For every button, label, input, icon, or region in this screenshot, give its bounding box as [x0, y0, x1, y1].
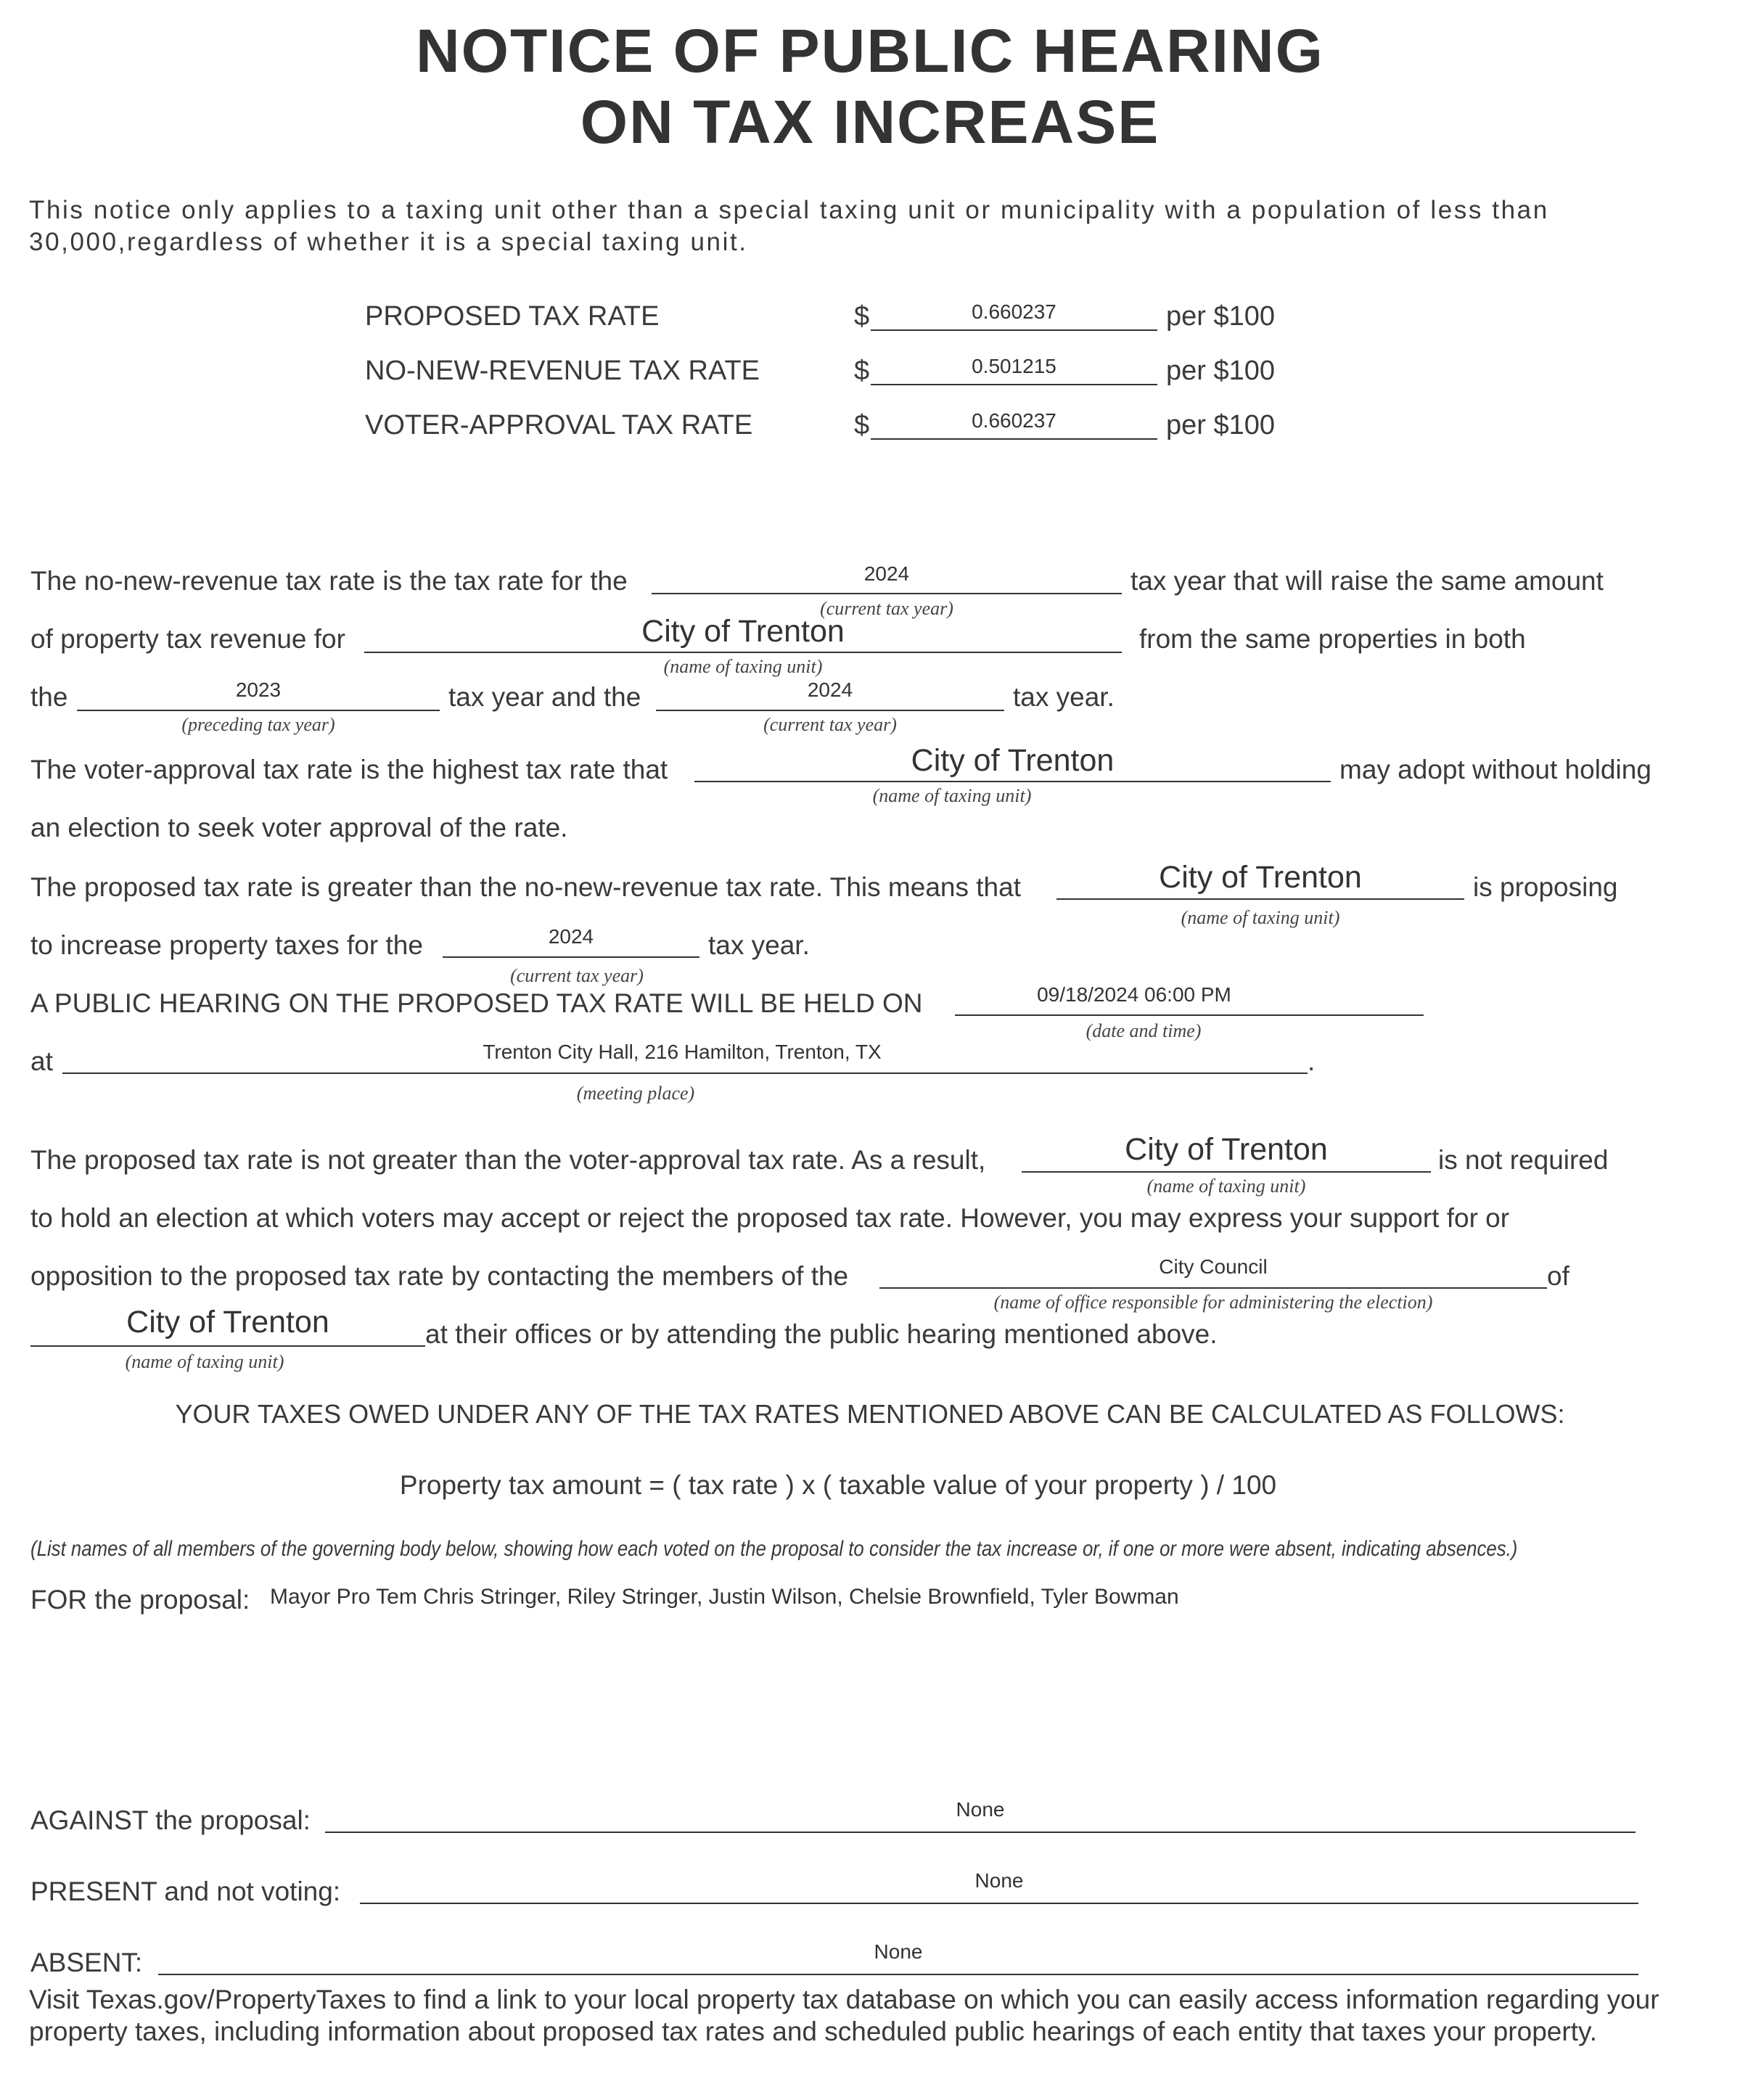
- taxing-unit-caption: (name of taxing unit): [125, 1351, 284, 1372]
- currency-symbol: $: [854, 356, 870, 386]
- present-value: None: [974, 1869, 1024, 1892]
- notgr-text-5: of: [1547, 1261, 1569, 1291]
- title-line-1: NOTICE OF PUBLIC HEARING: [415, 17, 1324, 85]
- prop-text-4: tax year.: [708, 930, 810, 960]
- va-rate-value: 0.660237: [972, 409, 1056, 432]
- against-label: AGAINST the proposal:: [30, 1805, 311, 1835]
- taxing-unit-field: City of Trenton: [1125, 1132, 1328, 1167]
- taxing-unit-field: City of Trenton: [641, 614, 845, 649]
- prop-text-2: is proposing: [1473, 872, 1618, 902]
- notgr-text-4: opposition to the proposed tax rate by contacting the members of the: [30, 1261, 849, 1291]
- meeting-place-field: Trenton City Hall, 216 Hamilton, Trenton, TX: [483, 1041, 882, 1063]
- nnr-rate-value: 0.501215: [972, 355, 1056, 377]
- current-tax-year-field: 2024: [807, 678, 853, 701]
- notgr-text-6: at their offices or by attending the public hearing mentioned above.: [425, 1319, 1218, 1349]
- for-value: Mayor Pro Tem Chris Stringer, Riley Stringer, Justin Wilson, Chelsie Brownfield, Tyler Bowman: [270, 1585, 1179, 1609]
- against-value: None: [956, 1798, 1005, 1821]
- rate-label: NO-NEW-REVENUE TAX RATE: [365, 356, 760, 386]
- taxing-unit-caption: (name of taxing unit): [663, 656, 823, 677]
- preceding-tax-year-caption: (preceding tax year): [181, 714, 335, 735]
- title-line-2: ON TAX INCREASE: [580, 88, 1160, 156]
- footer-text: Visit Texas.gov/PropertyTaxes to find a link to your local property tax database on which you can easily access information regarding your property taxes, including information about proposed tax rates and scheduled public hearings of each entity that taxes your property.: [29, 1985, 1659, 2046]
- hearing-at-label: at: [30, 1046, 53, 1076]
- va-text-3: an election to seek voter approval of the rate.: [30, 813, 568, 842]
- taxing-unit-caption: (name of taxing unit): [1146, 1176, 1306, 1197]
- formula: Property tax amount = ( tax rate ) x ( taxable value of your property ) / 100: [399, 1470, 1277, 1500]
- nnr-text-7: tax year.: [1013, 682, 1115, 712]
- current-tax-year-caption: (current tax year): [763, 714, 897, 735]
- office-caption: (name of office responsible for administering the election): [993, 1292, 1433, 1313]
- prop-text-3: to increase property taxes for the: [30, 930, 423, 960]
- va-text-2: may adopt without holding: [1339, 755, 1651, 784]
- for-label: FOR the proposal:: [30, 1585, 250, 1615]
- present-label: PRESENT and not voting:: [30, 1877, 341, 1906]
- hearing-period: .: [1308, 1046, 1316, 1076]
- prop-text-1: The proposed tax rate is greater than the no-new-revenue tax rate. This means that: [30, 872, 1021, 902]
- preceding-tax-year-field: 2023: [235, 678, 282, 701]
- notgr-text-3: to hold an election at which voters may accept or reject the proposed tax rate. However, you may express your support for or: [30, 1203, 1510, 1233]
- per-100-label: per $100: [1166, 301, 1276, 332]
- proposed-rate-value: 0.660237: [972, 300, 1056, 323]
- currency-symbol: $: [854, 301, 870, 332]
- current-tax-year-field: 2024: [863, 562, 910, 585]
- hearing-text: A PUBLIC HEARING ON THE PROPOSED TAX RATE WILL BE HELD ON: [30, 988, 923, 1018]
- office-field: City Council: [1159, 1255, 1268, 1278]
- taxing-unit-field: City of Trenton: [1159, 860, 1362, 895]
- rate-label: PROPOSED TAX RATE: [365, 301, 660, 332]
- taxing-unit-field: City of Trenton: [911, 743, 1115, 778]
- notgr-text-2: is not required: [1438, 1145, 1609, 1175]
- list-note: (List names of all members of the governing body below, showing how each voted on the proposal to consider the tax increase or, if one or more were absent, indicating absences.): [30, 1537, 1518, 1561]
- currency-symbol: $: [854, 410, 870, 440]
- nnr-text-5: the: [30, 682, 68, 712]
- per-100-label: per $100: [1166, 356, 1276, 386]
- current-tax-year-caption: (current tax year): [510, 965, 644, 986]
- date-time-caption: (date and time): [1086, 1020, 1202, 1041]
- taxing-unit-caption: (name of taxing unit): [1181, 907, 1340, 928]
- current-tax-year-caption: (current tax year): [820, 598, 953, 619]
- nnr-text-1: The no-new-revenue tax rate is the tax rate for the: [30, 566, 628, 596]
- intro-text: This notice only applies to a taxing unit other than a special taxing unit or municipality with a population of less than 30,000,regardless of whether it is a special taxing unit.: [29, 196, 1549, 256]
- per-100-label: per $100: [1166, 410, 1276, 440]
- meeting-place-caption: (meeting place): [576, 1083, 695, 1104]
- nnr-text-6: tax year and the: [448, 682, 641, 712]
- taxing-unit-field: City of Trenton: [126, 1305, 329, 1340]
- notgr-text-1: The proposed tax rate is not greater than the voter-approval tax rate. As a result,: [30, 1145, 986, 1175]
- nnr-text-3: of property tax revenue for: [30, 624, 345, 654]
- current-tax-year-field: 2024: [548, 925, 594, 948]
- va-text-1: The voter-approval tax rate is the highest tax rate that: [30, 755, 668, 784]
- taxing-unit-caption: (name of taxing unit): [872, 785, 1032, 806]
- absent-label: ABSENT:: [30, 1948, 143, 1977]
- rate-label: VOTER-APPROVAL TAX RATE: [365, 410, 753, 440]
- calc-heading: YOUR TAXES OWED UNDER ANY OF THE TAX RATES MENTIONED ABOVE CAN BE CALCULATED AS FOLLOWS:: [175, 1399, 1565, 1429]
- nnr-text-2: tax year that will raise the same amount: [1130, 566, 1604, 596]
- absent-value: None: [874, 1940, 923, 1963]
- nnr-text-4: from the same properties in both: [1139, 624, 1526, 654]
- hearing-datetime-field: 09/18/2024 06:00 PM: [1037, 983, 1231, 1006]
